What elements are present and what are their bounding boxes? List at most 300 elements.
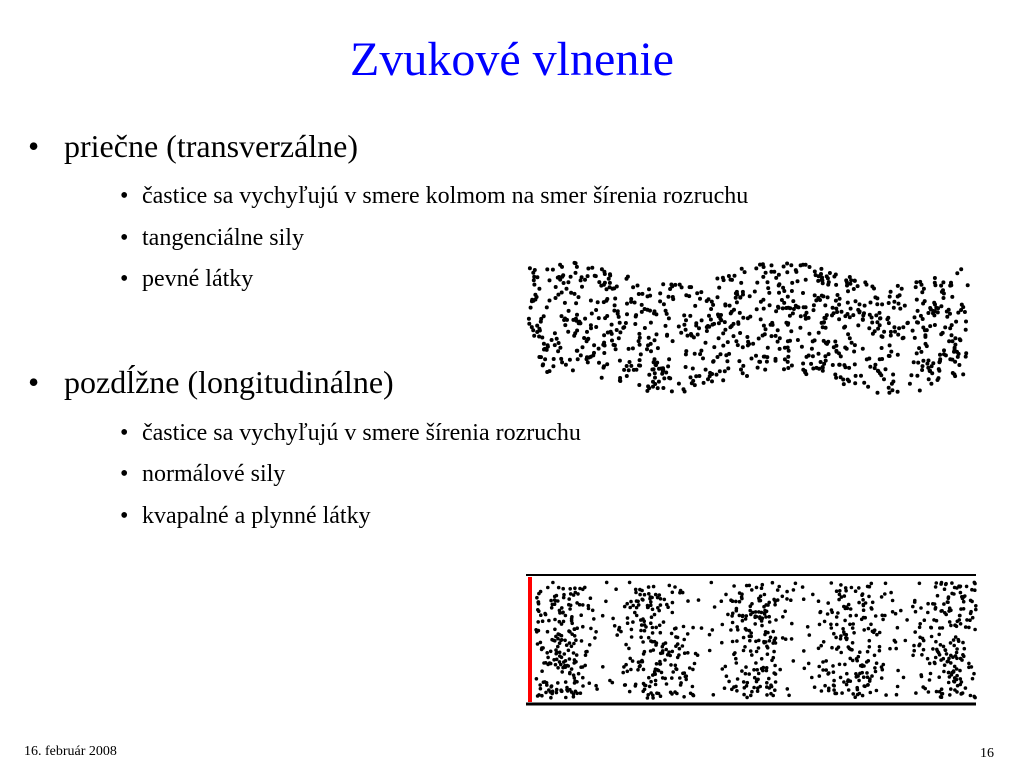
particle bbox=[918, 626, 922, 630]
particle bbox=[900, 287, 904, 291]
particle bbox=[770, 263, 774, 267]
particle bbox=[826, 295, 830, 299]
particle bbox=[760, 611, 764, 615]
particle bbox=[959, 607, 963, 611]
particle bbox=[711, 303, 715, 307]
particle bbox=[894, 647, 898, 651]
particle bbox=[845, 633, 849, 637]
particle bbox=[738, 311, 742, 315]
particle bbox=[626, 670, 630, 674]
particle bbox=[702, 381, 706, 385]
particle bbox=[691, 685, 695, 689]
particle bbox=[778, 347, 782, 351]
particle bbox=[875, 633, 879, 637]
particle bbox=[573, 292, 577, 296]
particle bbox=[876, 391, 880, 395]
particle bbox=[648, 685, 652, 689]
particle bbox=[539, 317, 543, 321]
particle bbox=[931, 309, 935, 313]
particle bbox=[839, 676, 843, 680]
particle bbox=[573, 586, 577, 590]
particle bbox=[697, 374, 701, 378]
particle bbox=[610, 323, 614, 327]
particle bbox=[959, 591, 963, 595]
particle bbox=[917, 346, 921, 350]
particle bbox=[649, 680, 653, 684]
particle bbox=[677, 653, 681, 657]
particle bbox=[874, 614, 878, 618]
particle bbox=[693, 352, 697, 356]
particle bbox=[563, 317, 567, 321]
particle bbox=[625, 602, 629, 606]
particle bbox=[841, 378, 845, 382]
bullet-icon: • bbox=[28, 364, 40, 400]
particle bbox=[581, 676, 585, 680]
particle bbox=[649, 349, 653, 353]
particle bbox=[550, 338, 554, 342]
particle bbox=[882, 330, 886, 334]
particle bbox=[540, 648, 544, 652]
particle bbox=[831, 306, 835, 310]
particle bbox=[681, 644, 685, 648]
particle bbox=[748, 629, 752, 633]
bullet-icon: • bbox=[120, 503, 129, 529]
particle bbox=[918, 389, 922, 393]
particle bbox=[551, 268, 555, 272]
particle bbox=[635, 614, 639, 618]
particle bbox=[836, 293, 840, 297]
particle bbox=[888, 354, 892, 358]
particle bbox=[971, 677, 975, 681]
particle bbox=[941, 280, 945, 284]
particle bbox=[612, 309, 616, 313]
particle bbox=[760, 586, 764, 590]
particle bbox=[766, 631, 770, 635]
particle bbox=[918, 582, 922, 586]
particle bbox=[721, 331, 725, 335]
particle bbox=[557, 586, 561, 590]
particle bbox=[942, 348, 946, 352]
particle bbox=[958, 337, 962, 341]
particle bbox=[556, 637, 560, 641]
particle bbox=[658, 299, 662, 303]
particle bbox=[840, 691, 844, 695]
particle bbox=[826, 601, 830, 605]
particle bbox=[884, 693, 888, 697]
particle bbox=[878, 357, 882, 361]
particle bbox=[548, 369, 552, 373]
particle bbox=[912, 649, 916, 653]
particle bbox=[803, 667, 807, 671]
particle bbox=[628, 606, 632, 610]
particle bbox=[973, 581, 977, 585]
particle bbox=[589, 299, 593, 303]
particle bbox=[659, 367, 663, 371]
particle bbox=[933, 283, 937, 287]
particle bbox=[643, 629, 647, 633]
particle bbox=[532, 278, 536, 282]
particle bbox=[782, 367, 786, 371]
particle bbox=[760, 657, 764, 661]
particle bbox=[607, 277, 611, 281]
particle bbox=[653, 371, 657, 375]
particle bbox=[664, 324, 668, 328]
particle bbox=[744, 617, 748, 621]
particle bbox=[641, 640, 645, 644]
particle bbox=[862, 675, 866, 679]
section-heading-transverse bbox=[28, 128, 358, 165]
particle bbox=[845, 284, 849, 288]
particle bbox=[801, 585, 805, 589]
particle bbox=[625, 364, 629, 368]
particle bbox=[614, 347, 618, 351]
transverse-wave-illustration bbox=[520, 258, 970, 416]
particle bbox=[885, 317, 889, 321]
particle bbox=[870, 321, 874, 325]
particle bbox=[824, 326, 828, 330]
particle bbox=[654, 683, 658, 687]
particle bbox=[639, 352, 643, 356]
particle bbox=[896, 353, 900, 357]
particle bbox=[892, 306, 896, 310]
particle bbox=[728, 325, 732, 329]
particle bbox=[967, 666, 971, 670]
particle bbox=[668, 584, 672, 588]
particle bbox=[616, 312, 620, 316]
particle bbox=[546, 586, 550, 590]
particle bbox=[710, 581, 714, 585]
particle bbox=[721, 378, 725, 382]
particle bbox=[903, 304, 907, 308]
particle bbox=[701, 356, 705, 360]
particle bbox=[586, 337, 590, 341]
particle bbox=[846, 289, 850, 293]
particle bbox=[562, 596, 566, 600]
particle bbox=[852, 631, 856, 635]
heading-text: pozdĺžne (longitudinálne) bbox=[64, 364, 394, 400]
particle bbox=[750, 653, 754, 657]
particle bbox=[812, 308, 816, 312]
particle bbox=[721, 623, 725, 627]
particle bbox=[776, 588, 780, 592]
particle bbox=[648, 597, 652, 601]
particle bbox=[784, 637, 788, 641]
particle bbox=[894, 640, 898, 644]
particle bbox=[969, 612, 973, 616]
particle bbox=[555, 658, 559, 662]
particle bbox=[920, 283, 924, 287]
particle bbox=[914, 280, 918, 284]
particle bbox=[920, 675, 924, 679]
particle bbox=[624, 643, 628, 647]
particle bbox=[851, 622, 855, 626]
particle bbox=[943, 648, 947, 652]
particle bbox=[846, 301, 850, 305]
particle bbox=[551, 690, 555, 694]
particle bbox=[964, 625, 968, 629]
particle bbox=[772, 598, 776, 602]
particle bbox=[943, 587, 947, 591]
particle bbox=[679, 331, 683, 335]
particle bbox=[896, 333, 900, 337]
particle bbox=[657, 669, 661, 673]
particle bbox=[766, 652, 770, 656]
particle bbox=[892, 325, 896, 329]
particle bbox=[602, 351, 606, 355]
particle bbox=[785, 597, 789, 601]
particle bbox=[949, 281, 953, 285]
particle bbox=[667, 376, 671, 380]
particle bbox=[570, 615, 574, 619]
particle bbox=[671, 601, 675, 605]
particle bbox=[758, 263, 762, 267]
particle bbox=[773, 688, 777, 692]
particle bbox=[953, 336, 957, 340]
particle bbox=[948, 326, 952, 330]
particle bbox=[944, 613, 948, 617]
particle bbox=[739, 368, 743, 372]
particle bbox=[765, 685, 769, 689]
particle bbox=[800, 345, 804, 349]
particle bbox=[613, 303, 617, 307]
particle bbox=[924, 342, 928, 346]
particle bbox=[813, 685, 817, 689]
particle bbox=[802, 597, 806, 601]
particle bbox=[889, 290, 893, 294]
particle bbox=[822, 316, 826, 320]
particle bbox=[679, 589, 683, 593]
particle bbox=[942, 352, 946, 356]
list-item bbox=[120, 183, 748, 210]
particle bbox=[718, 369, 722, 373]
particle bbox=[638, 364, 642, 368]
particle bbox=[770, 685, 774, 689]
particle bbox=[756, 689, 760, 693]
particle bbox=[839, 354, 843, 358]
particle bbox=[940, 581, 944, 585]
particle bbox=[843, 663, 847, 667]
particle bbox=[552, 357, 556, 361]
particle bbox=[866, 385, 870, 389]
particle bbox=[948, 620, 952, 624]
particle bbox=[723, 302, 727, 306]
particle bbox=[847, 688, 851, 692]
particle bbox=[973, 628, 977, 632]
particle bbox=[868, 639, 872, 643]
particle bbox=[748, 315, 752, 319]
particle bbox=[748, 584, 752, 588]
particle bbox=[545, 305, 549, 309]
particle bbox=[583, 586, 587, 590]
particle bbox=[708, 649, 712, 653]
particle bbox=[950, 295, 954, 299]
particle bbox=[754, 354, 758, 358]
particle bbox=[868, 585, 872, 589]
particle bbox=[906, 321, 910, 325]
particle bbox=[813, 293, 817, 297]
particle bbox=[834, 283, 838, 287]
particle bbox=[678, 647, 682, 651]
particle bbox=[568, 587, 572, 591]
particle bbox=[831, 363, 835, 367]
particle bbox=[832, 684, 836, 688]
particle bbox=[817, 647, 821, 651]
particle bbox=[742, 680, 746, 684]
particle bbox=[841, 627, 845, 631]
particle bbox=[528, 266, 532, 270]
particle bbox=[713, 605, 717, 609]
particle bbox=[821, 294, 825, 298]
particle bbox=[560, 670, 564, 674]
particle bbox=[914, 610, 918, 614]
particle bbox=[826, 276, 830, 280]
particle bbox=[611, 617, 615, 621]
particle bbox=[631, 604, 635, 608]
particle bbox=[653, 640, 657, 644]
particle bbox=[567, 309, 571, 313]
particle bbox=[602, 366, 606, 370]
particle bbox=[926, 311, 930, 315]
particle bbox=[654, 312, 658, 316]
particle bbox=[953, 586, 957, 590]
particle bbox=[581, 684, 585, 688]
particle bbox=[757, 672, 761, 676]
particle bbox=[624, 663, 628, 667]
particle bbox=[700, 318, 704, 322]
particle bbox=[741, 345, 745, 349]
particle bbox=[869, 301, 873, 305]
particle bbox=[577, 672, 581, 676]
particle bbox=[777, 291, 781, 295]
particle bbox=[585, 650, 589, 654]
particle bbox=[764, 603, 768, 607]
particle bbox=[867, 627, 871, 631]
particle bbox=[654, 679, 658, 683]
particle bbox=[549, 662, 553, 666]
particle bbox=[715, 277, 719, 281]
particle bbox=[717, 336, 721, 340]
particle bbox=[643, 326, 647, 330]
particle bbox=[915, 298, 919, 302]
particle bbox=[858, 650, 862, 654]
particle bbox=[579, 691, 583, 695]
particle bbox=[786, 346, 790, 350]
particle bbox=[846, 678, 850, 682]
particle bbox=[852, 350, 856, 354]
particle bbox=[724, 353, 728, 357]
particle bbox=[858, 310, 862, 314]
particle bbox=[657, 609, 661, 613]
particle bbox=[777, 585, 781, 589]
particle bbox=[736, 343, 740, 347]
particle bbox=[817, 367, 821, 371]
particle bbox=[561, 273, 565, 277]
particle bbox=[640, 623, 644, 627]
particle bbox=[613, 624, 617, 628]
particle bbox=[794, 582, 798, 586]
particle bbox=[810, 676, 814, 680]
particle bbox=[628, 581, 632, 585]
particle bbox=[716, 313, 720, 317]
particle bbox=[853, 695, 857, 699]
particle bbox=[755, 615, 759, 619]
particle bbox=[878, 311, 882, 315]
particle bbox=[832, 275, 836, 279]
particle bbox=[964, 328, 968, 332]
particle bbox=[636, 284, 640, 288]
particle bbox=[649, 649, 653, 653]
particle bbox=[659, 631, 663, 635]
particle bbox=[732, 653, 736, 657]
particle bbox=[848, 315, 852, 319]
particle bbox=[935, 619, 939, 623]
particle bbox=[807, 662, 811, 666]
particle bbox=[643, 688, 647, 692]
particle bbox=[580, 285, 584, 289]
particle bbox=[618, 321, 622, 325]
particle bbox=[963, 310, 967, 314]
particle bbox=[873, 628, 877, 632]
particle bbox=[880, 614, 884, 618]
particle bbox=[739, 281, 743, 285]
particle bbox=[767, 677, 771, 681]
particle bbox=[887, 301, 891, 305]
particle bbox=[806, 625, 810, 629]
particle bbox=[621, 326, 625, 330]
particle bbox=[593, 636, 597, 640]
particle bbox=[942, 670, 946, 674]
particle bbox=[570, 645, 574, 649]
particle bbox=[776, 328, 780, 332]
particle bbox=[945, 310, 949, 314]
particle bbox=[757, 646, 761, 650]
particle bbox=[749, 649, 753, 653]
particle bbox=[585, 330, 589, 334]
particle bbox=[734, 657, 738, 661]
particle bbox=[712, 345, 716, 349]
particle bbox=[579, 613, 583, 617]
particle bbox=[622, 368, 626, 372]
particle bbox=[880, 595, 884, 599]
particle bbox=[928, 324, 932, 328]
particle bbox=[741, 316, 745, 320]
particle bbox=[942, 292, 946, 296]
particle bbox=[541, 363, 545, 367]
particle bbox=[929, 672, 933, 676]
particle bbox=[562, 281, 566, 285]
particle bbox=[773, 603, 777, 607]
particle bbox=[862, 628, 866, 632]
particle bbox=[851, 626, 855, 630]
particle bbox=[833, 340, 837, 344]
particle bbox=[787, 694, 791, 698]
particle bbox=[564, 363, 568, 367]
particle bbox=[936, 649, 940, 653]
particle bbox=[813, 338, 817, 342]
particle bbox=[734, 296, 738, 300]
particle bbox=[854, 374, 858, 378]
particle bbox=[933, 276, 937, 280]
particle bbox=[839, 637, 843, 641]
particle bbox=[656, 596, 660, 600]
particle bbox=[583, 317, 587, 321]
particle bbox=[558, 278, 562, 282]
particle bbox=[565, 664, 569, 668]
particle bbox=[950, 592, 954, 596]
particle bbox=[786, 295, 790, 299]
particle bbox=[913, 630, 917, 634]
particle bbox=[537, 629, 541, 633]
